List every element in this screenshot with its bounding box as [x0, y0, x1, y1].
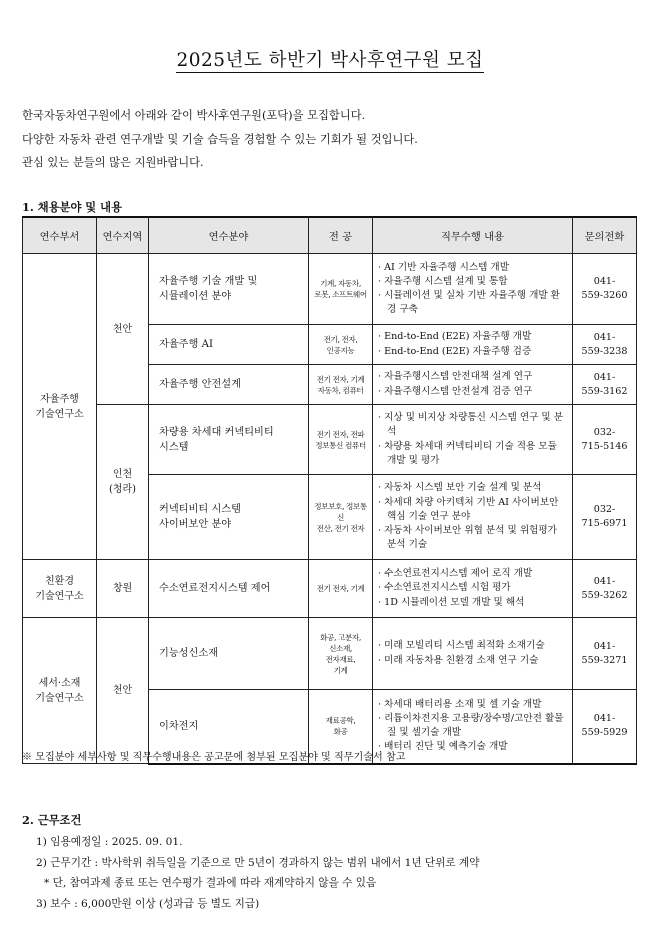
table-header-row	[23, 217, 637, 254]
major-cell: 화공, 고분자, 신소재, 전자재료, 기계	[309, 618, 373, 690]
region-cell: 인천 (청라)	[97, 405, 149, 560]
duty-cell	[373, 405, 573, 475]
intro-line: 다양한 자동차 관련 연구개발 및 기술 습득을 경험할 수 있는 기회가 될 것입니다.	[22, 132, 418, 146]
table-row	[23, 560, 637, 618]
phone-cell: 041- 559-3238	[573, 325, 637, 365]
section-title-recruitment: 1. 채용분야 및 내용	[22, 200, 122, 214]
duty-item: · 리튬이차전지용 고용량/장수명/고안전 활물질 및 셀기술 개발	[378, 712, 569, 740]
duty-item: · 차세대 차량 아키텍처 기반 AI 사이버보안 핵심 기술 연구 분야	[378, 496, 569, 524]
duty-item: · End-to-End (E2E) 자율주행 개발	[378, 330, 569, 344]
table-row	[23, 254, 637, 325]
major-cell: 전기 전자, 기계	[309, 560, 373, 618]
field-cell: 커넥티비티 시스템 사이버보안 분야	[149, 475, 309, 560]
field-cell: 자율주행 기술 개발 및 시뮬레이션 분야	[149, 254, 309, 325]
region-cell: 천안	[97, 254, 149, 405]
header-major: 전 공	[309, 217, 373, 254]
phone-cell: 041- 559-3162	[573, 365, 637, 405]
duty-cell	[373, 254, 573, 325]
condition-item: 1) 임용예정일 : 2025. 09. 01.	[36, 836, 183, 848]
field-cell: 차량용 차세대 커넥티비티 시스템	[149, 405, 309, 475]
duty-item: · 지상 및 비지상 차량통신 시스템 연구 및 분석	[378, 411, 569, 439]
header-phone: 문의전화	[573, 217, 637, 254]
field-cell: 자율주행 AI	[149, 325, 309, 365]
duty-item: · 자율주행시스템 안전설계 검증 연구	[378, 385, 569, 399]
major-cell: 전기 전자, 기계 자동차, 컴퓨터	[309, 365, 373, 405]
section-title-conditions: 2. 근무조건	[22, 813, 82, 827]
duty-item: · 미래 모빌리티 시스템 최적화 소재기술	[378, 639, 569, 653]
duty-item: · 수소연료전지시스템 제어 로직 개발	[378, 567, 569, 581]
duty-cell	[373, 618, 573, 690]
field-cell: 자율주행 안전설계	[149, 365, 309, 405]
phone-cell: 032- 715-5146	[573, 405, 637, 475]
field-cell: 이차전지	[149, 690, 309, 764]
recruitment-table	[22, 216, 637, 765]
duty-item: · 1D 시뮬레이션 모델 개발 및 해석	[378, 596, 569, 610]
duty-item: · 배터리 진단 및 예측기술 개발	[378, 740, 569, 754]
duty-item: · 자율주행시스템 안전대책 설계 연구	[378, 370, 569, 384]
duty-item: · AI 기반 자율주행 시스템 개발	[378, 261, 569, 275]
condition-subnote: * 단, 참여과제 종료 또는 연수평가 결과에 따라 재계약하지 않을 수 있음	[44, 877, 377, 889]
duty-item: · 자동차 사이버보안 위협 분석 및 위험평가 분석 기술	[378, 524, 569, 552]
duty-item: · 미래 자동차용 친환경 소재 연구 기술	[378, 654, 569, 668]
dept-cell: 친환경 기술연구소	[23, 560, 97, 618]
duty-cell	[373, 560, 573, 618]
major-cell: 전기 전자, 전파 정보통신 컴퓨터	[309, 405, 373, 475]
major-cell: 재료공학, 화공	[309, 690, 373, 764]
table-footnote: ※ 모집분야 세부사항 및 직무수행내용은 공고문에 첨부된 모집분야 및 직무기술서 참고	[22, 752, 406, 763]
conditions-list	[36, 832, 479, 914]
region-cell: 천안	[97, 618, 149, 764]
phone-cell: 041- 559-5929	[573, 690, 637, 764]
header-field: 연수분야	[149, 217, 309, 254]
major-cell: 기계, 자동차, 로봇, 소프트웨어	[309, 254, 373, 325]
duty-item: · 자동차 시스템 보안 기술 설계 및 분석	[378, 481, 569, 495]
condition-item: 2) 근무기간 : 박사학위 취득일을 기준으로 만 5년이 경과하지 않는 범위 내에서 1년 단위로 계약	[36, 856, 480, 869]
page-title	[0, 46, 660, 72]
duty-item: · 차세대 배터리용 소재 및 셀 기술 개발	[378, 698, 569, 712]
dept-cell: 세서·소재 기술연구소	[23, 618, 97, 764]
header-region: 연수지역	[97, 217, 149, 254]
header-duties: 직무수행 내용	[373, 217, 573, 254]
table-row	[23, 618, 637, 690]
intro-line: 한국자동차연구원에서 아래와 같이 박사후연구원(포닥)을 모집합니다.	[22, 109, 366, 122]
phone-cell: 032- 715-6971	[573, 475, 637, 560]
duty-item: · 자율주행 시스템 설계 및 통합	[378, 275, 569, 289]
duty-item: · 차량용 차세대 커넥티비티 기술 적용 모듈 개발 및 평가	[378, 440, 569, 468]
phone-cell: 041- 559-3262	[573, 560, 637, 618]
major-cell: 전기, 전자, 인공지능	[309, 325, 373, 365]
dept-cell: 자율주행 기술연구소	[23, 254, 97, 560]
duty-item: · 수소연료전지시스템 시험 평가	[378, 581, 569, 595]
phone-cell: 041- 559-3260	[573, 254, 637, 325]
field-cell: 수소연료전지시스템 제어	[149, 560, 309, 618]
duty-cell	[373, 475, 573, 560]
intro-paragraph	[22, 104, 418, 175]
field-cell: 기능성신소재	[149, 618, 309, 690]
phone-cell: 041- 559-3271	[573, 618, 637, 690]
header-dept: 연수부서	[23, 217, 97, 254]
duty-cell	[373, 365, 573, 405]
major-cell: 정보보호, 정보통신 전산, 전기 전자	[309, 475, 373, 560]
condition-item: 3) 보수 : 6,000만원 이상 (성과급 등 별도 지급)	[36, 897, 260, 910]
table-row	[23, 405, 637, 475]
duty-item: · End-to-End (E2E) 자율주행 검증	[378, 345, 569, 359]
duty-item: · 시뮬레이션 및 실차 기반 자율주행 개발 환경 구축	[378, 289, 569, 317]
duty-cell	[373, 325, 573, 365]
intro-line: 관심 있는 분들의 많은 지원바랍니다.	[22, 156, 204, 169]
page-title-text: 2025년도 하반기 박사후연구원 모집	[176, 50, 484, 71]
region-cell: 창원	[97, 560, 149, 618]
